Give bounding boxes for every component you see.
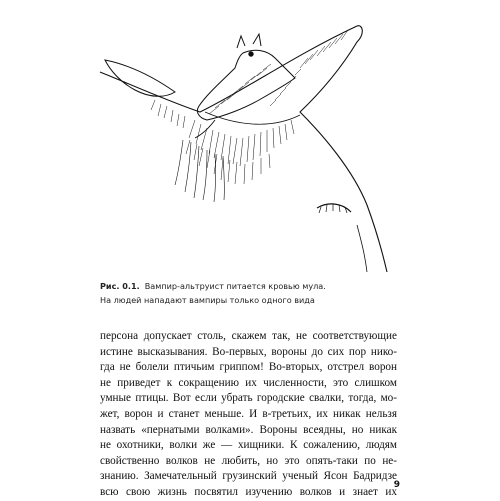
body-line: не приведет к сокращению их численности, это слишком (100, 376, 397, 389)
body-line: жет, ворон и станет меньше. И в-третьих, их никак нельзя (100, 407, 397, 420)
body-line: всю свою жизнь посвятил изучению волков и знает их (100, 485, 397, 498)
figure-caption (100, 279, 400, 307)
body-line: назвать «пернатыми волками». Вороны всеядны, но никак (100, 423, 397, 436)
mule-head-outline (100, 26, 387, 272)
body-line: знанию. Замечательный грузинский ученый Ясон Бадридзе (100, 470, 397, 483)
body-paragraph (100, 329, 397, 501)
body-line: персона допускает столь, скажем так, не соответствующие (100, 330, 397, 342)
body-line: умные птицы. Вот если убрать городские свалки, тогда, мо- (100, 392, 397, 405)
caption-lead: Рис. 0.1. (100, 281, 140, 291)
body-line: не охотники, волки же — хищники. К сожалению, людям (100, 439, 397, 452)
body-line: истине высказывания. Во-первых, вороны до сих пор нико- (100, 345, 397, 358)
bat-on-mule-illustration (95, 20, 395, 275)
caption-line-2: На людей нападают вампиры только одного вида (100, 295, 315, 305)
body-line: свойственно волков не любить, но это опять-таки по не- (100, 454, 397, 467)
caption-text-1: Вампир-альтруист питается кровью мула. (144, 281, 326, 291)
caption-line-1 (100, 279, 400, 293)
body-line: гда не болели птичьим гриппом! Во-вторых, отстрел ворон (100, 361, 397, 374)
page-number: 9 (393, 480, 400, 490)
